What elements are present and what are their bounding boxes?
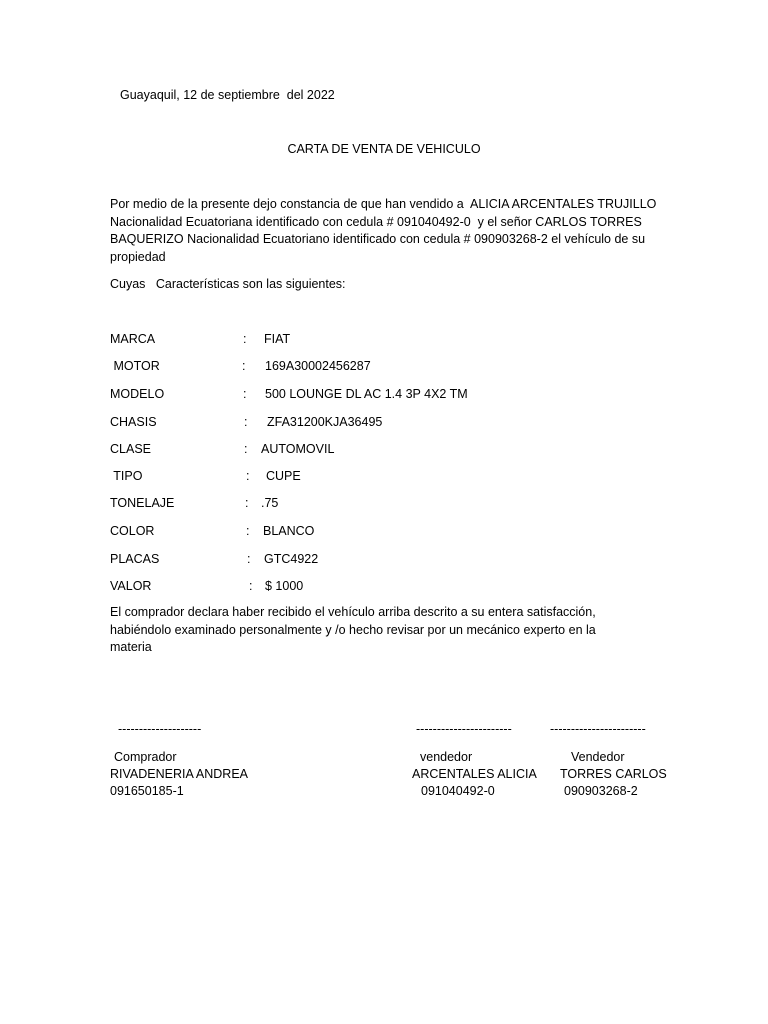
signature-role: vendedor [420,750,473,764]
detail-label: TONELAJE [110,496,175,510]
detail-value: CUPE [266,469,301,483]
detail-label: MARCA [110,332,156,346]
detail-value: BLANCO [263,524,315,538]
signature-name: ARCENTALES ALICIA [412,767,537,781]
detail-label: CHASIS [110,415,157,429]
signature-id: 091040492-0 [421,784,495,798]
detail-label: CLASE [110,442,151,456]
intro-paragraph [110,196,670,266]
detail-separator: : [249,579,253,593]
place-date: Guayaquil, 12 de septiembre del 2022 [120,88,335,102]
intro-line: Nacionalidad Ecuatoriana identificado con cedula # 091040492-0 y el señor CARLOS TORRES [110,214,642,229]
signature-name: RIVADENERIA ANDREA [110,767,249,781]
intro-line: propiedad [110,249,166,264]
detail-value: AUTOMOVIL [261,442,335,456]
detail-label: PLACAS [110,552,160,566]
signature-id: 090903268-2 [564,784,638,798]
detail-value: ZFA31200KJA36495 [267,415,383,429]
detail-label: COLOR [110,524,155,538]
detail-separator: : [243,387,247,401]
detail-separator: : [242,359,246,373]
closing-paragraph [110,604,670,657]
closing-line: materia [110,640,152,654]
closing-line: El comprador declara haber recibido el vehículo arriba descrito a su entera satisfacción, [110,605,596,619]
detail-separator: : [246,469,250,483]
detail-value: 169A30002456287 [265,359,371,373]
signature-line: -------------------- [118,722,202,736]
detail-value: .75 [261,496,279,510]
detail-value: 500 LOUNGE DL AC 1.4 3P 4X2 TM [265,387,468,401]
intro-line: BAQUERIZO Nacionalidad Ecuatoriano identificado con cedula # 090903268-2 el vehículo de su [110,232,646,246]
signature-id: 091650185-1 [110,784,184,798]
signature-line: ----------------------- [416,722,512,736]
characteristics-intro: Cuyas Características son las siguientes: [110,277,346,291]
detail-separator: : [245,496,249,510]
detail-separator: : [246,524,250,538]
signature-line: ----------------------- [550,722,646,736]
detail-label: MOTOR [110,359,160,373]
detail-separator: : [243,332,247,346]
signature-role: Vendedor [571,750,625,764]
signature-name: TORRES CARLOS [560,767,667,781]
detail-label: VALOR [110,579,152,593]
signature-role: Comprador [114,750,177,764]
detail-label: MODELO [110,387,165,401]
intro-line: Por medio de la presente dejo constancia de que han vendido a ALICIA ARCENTALES TRUJILLO [110,197,657,211]
detail-label: TIPO [110,469,143,483]
detail-value: FIAT [264,332,291,346]
detail-value: GTC4922 [264,552,319,566]
detail-separator: : [244,442,248,456]
document-title: CARTA DE VENTA DE VEHICULO [287,142,481,156]
detail-value: $ 1000 [265,579,304,593]
detail-separator: : [247,552,251,566]
closing-line: habiéndolo examinado personalmente y /o hecho revisar por un mecánico experto en la [110,622,596,637]
detail-separator: : [244,415,248,429]
